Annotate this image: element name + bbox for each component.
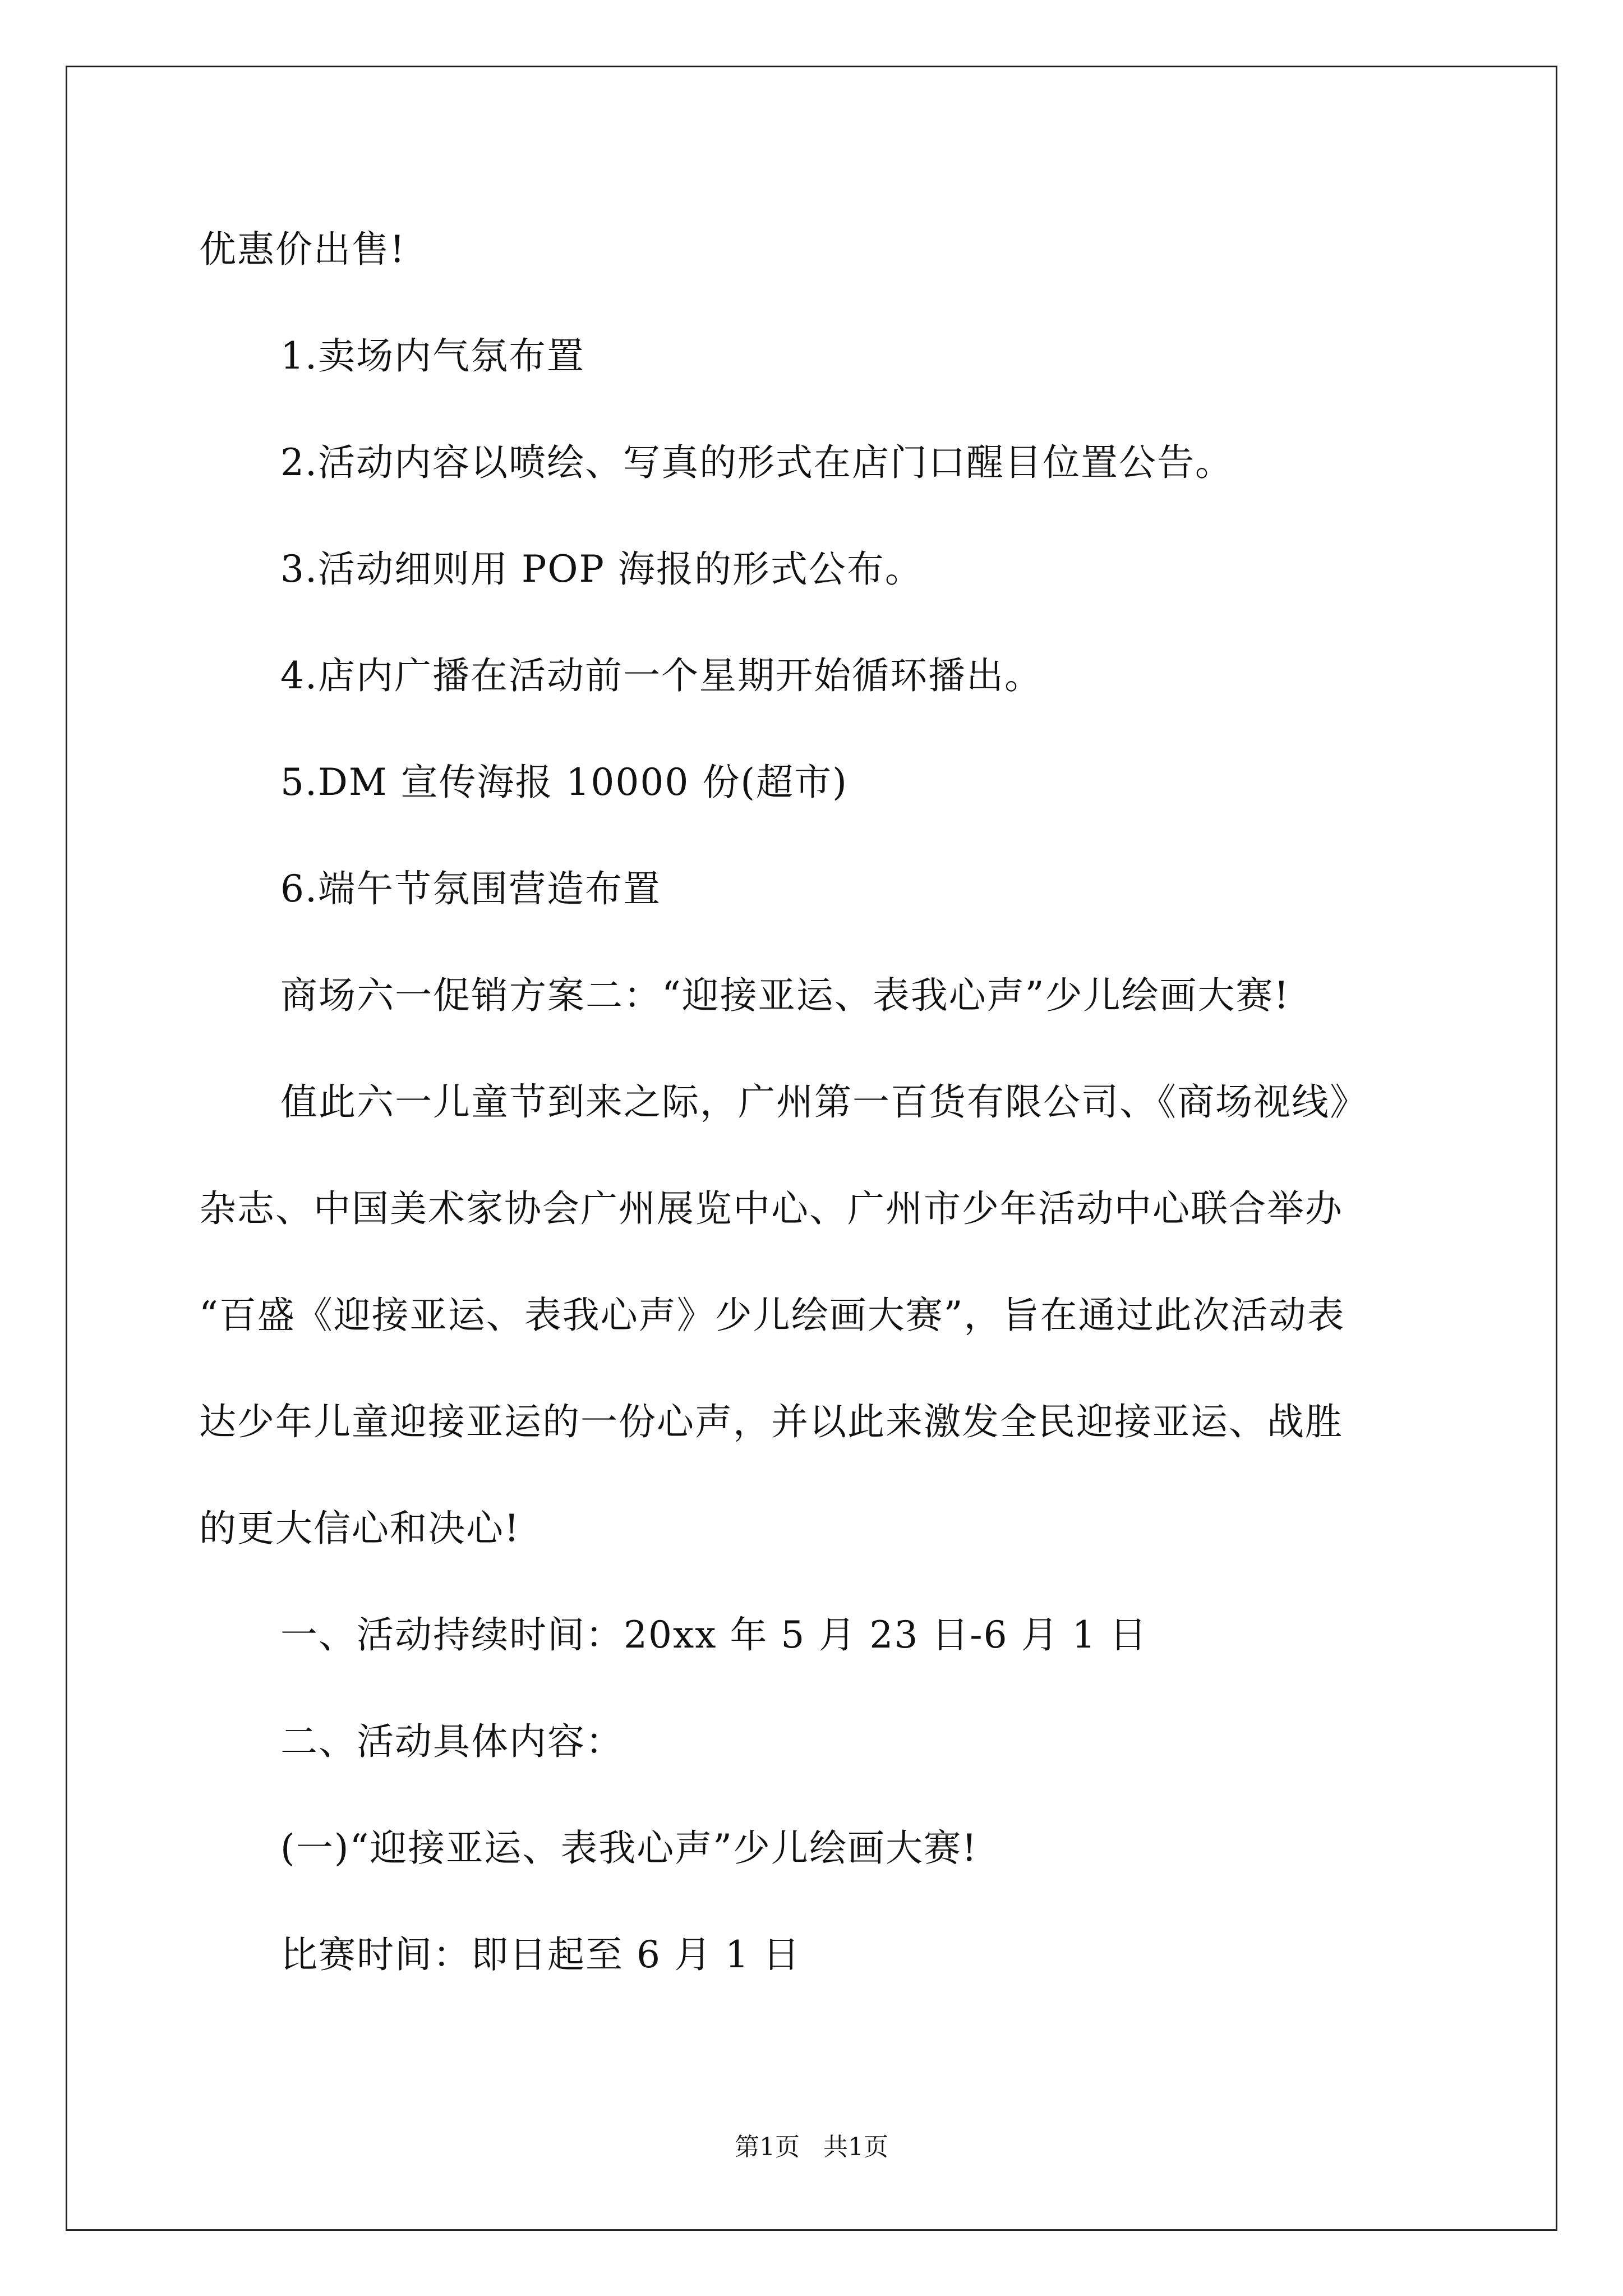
subsection-heading: (一)“迎接亚运、表我心声”少儿绘画大赛! (280, 1826, 978, 1870)
paragraph-line: 杂志、中国美术家协会广州展览中心、广州市少年活动中心联合举办 (199, 1187, 1343, 1230)
competition-time: 比赛时间：即日起至 6 月 1 日 (280, 1933, 801, 1976)
paragraph-line: 值此六一儿童节到来之际，广州第一百货有限公司、《商场视线》 (280, 1080, 1368, 1124)
activity-content-heading: 二、活动具体内容： (280, 1720, 624, 1763)
list-item: 3.活动细则用 POP 海报的形式公布。 (280, 547, 923, 591)
list-item: 2.活动内容以喷绘、写真的形式在店门口醒目位置公告。 (280, 441, 1233, 484)
page-border (66, 66, 1557, 2231)
paragraph-line: “百盛《迎接亚运、表我心声》少儿绘画大赛”，旨在通过此次活动表 (199, 1294, 1345, 1337)
list-item: 1.卖场内气氛布置 (280, 334, 585, 378)
section-heading: 商场六一促销方案二：“迎接亚运、表我心声”少儿绘画大赛! (280, 974, 1290, 1017)
activity-duration: 一、活动持续时间：20xx 年 5 月 23 日-6 月 1 日 (280, 1613, 1148, 1657)
text-line: 优惠价出售! (199, 228, 406, 271)
paragraph-line: 达少年儿童迎接亚运的一份心声，并以此来激发全民迎接亚运、战胜 (199, 1400, 1343, 1443)
page-footer: 第1页 共1页 (735, 2133, 888, 2161)
list-item: 4.店内广播在活动前一个星期开始循环播出。 (280, 654, 1043, 697)
paragraph-line: 的更大信心和决心! (199, 1507, 520, 1550)
list-item: 5.DM 宣传海报 10000 份(超市) (280, 761, 848, 804)
list-item: 6.端午节氛围营造布置 (280, 867, 661, 910)
